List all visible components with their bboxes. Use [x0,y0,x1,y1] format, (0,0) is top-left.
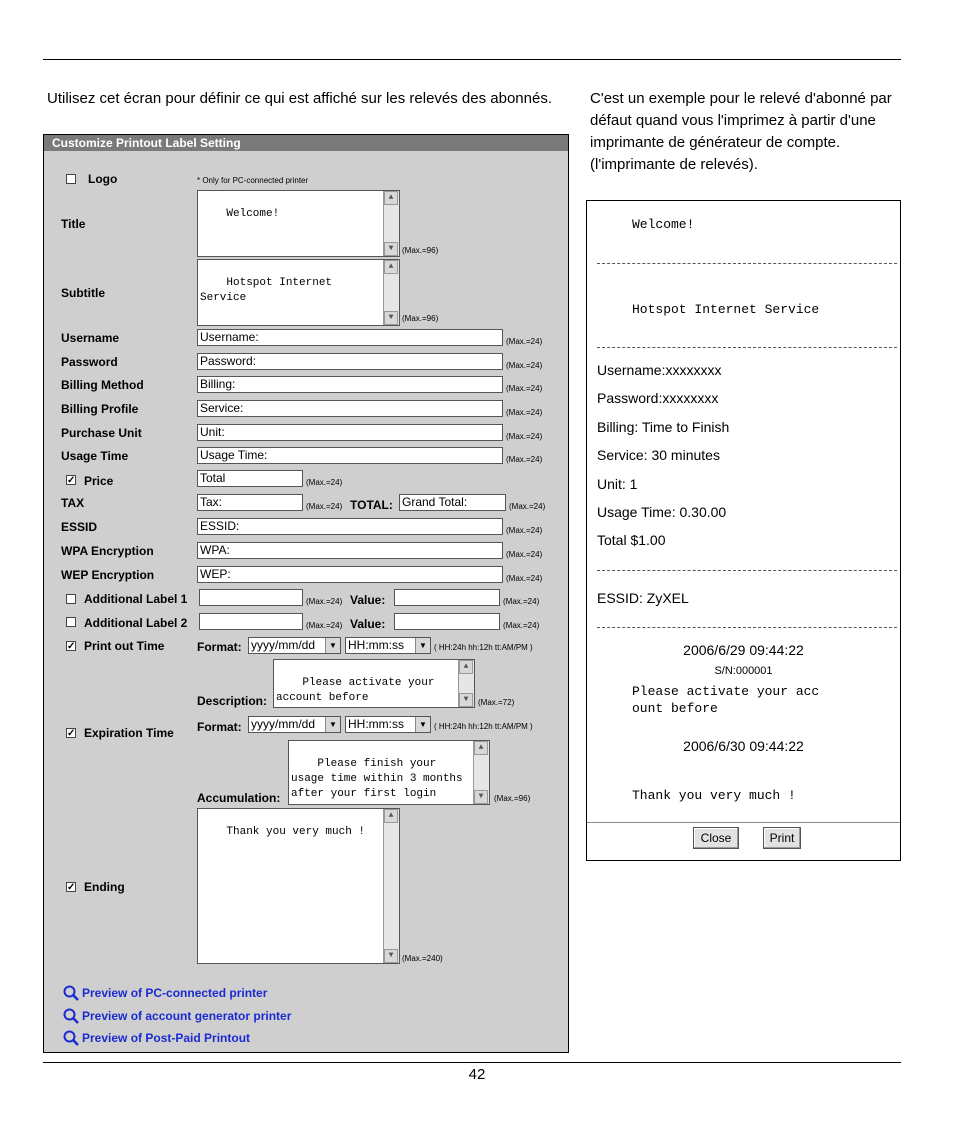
additional-value-1-label: Value: [350,593,386,607]
expiration-time-select[interactable] [345,716,431,733]
additional-value-2-input[interactable] [394,613,500,630]
usage-time-input[interactable]: Usage Time: [197,447,503,464]
print-button[interactable]: Print [763,827,801,849]
username-label: Username [61,331,120,345]
description-scrollbar[interactable] [458,660,474,707]
expiration-format-label: Format: [197,720,242,734]
description-value: Please activate your account before [276,677,442,704]
subtitle-label: Subtitle [61,286,105,300]
receipt-password: Password:xxxxxxxx [597,390,719,406]
password-max: (Max.=24) [506,361,543,370]
print-time-format-label: Format: [197,640,242,654]
page-number: 42 [468,1066,486,1083]
scroll-up-icon[interactable]: ▲ [384,260,398,274]
expiration-label: Expiration Time [84,726,174,740]
ending-label: Ending [84,880,125,894]
description-max: (Max.=72) [478,698,515,707]
print-time-time-value: HH:mm:ss [348,638,404,652]
receipt-print-time: 2006/6/29 09:44:22 [683,642,804,658]
scroll-up-icon[interactable]: ▲ [384,809,398,823]
usage-time-max: (Max.=24) [506,455,543,464]
print-time-date-value: yyyy/mm/dd [251,638,316,652]
preview-account-generator-link[interactable]: Preview of account generator printer [82,1009,292,1023]
receipt-activate-line-2: ount before [632,701,718,716]
billing-method-input[interactable]: Billing: [197,376,503,393]
print-time-format-note: ( HH:24h hh:12h tt:AM/PM ) [434,643,533,652]
title-label: Title [61,217,86,231]
billing-method-label: Billing Method [61,378,144,392]
scroll-down-icon[interactable]: ▼ [384,311,398,325]
receipt-button-bar-divider [587,822,900,823]
title-textarea[interactable] [197,190,400,257]
billing-profile-label: Billing Profile [61,402,139,416]
expiration-checkbox[interactable]: ✓ [67,728,76,739]
password-label: Password [61,355,118,369]
username-max: (Max.=24) [506,337,543,346]
chevron-down-icon[interactable]: ▼ [415,638,430,653]
logo-note: * Only for PC-connected printer [197,176,309,185]
purchase-unit-label: Purchase Unit [61,426,142,440]
print-time-date-select[interactable] [248,637,341,654]
purchase-unit-max: (Max.=24) [506,432,543,441]
usage-time-label: Usage Time [61,449,129,463]
title-max: (Max.=96) [402,246,439,255]
additional-value-2-max: (Max.=24) [503,621,540,630]
tax-input[interactable]: Tax: [197,494,303,511]
title-scrollbar[interactable] [383,191,399,256]
ending-scrollbar[interactable] [383,809,399,963]
additional-label-2-input[interactable] [199,613,303,630]
accumulation-textarea[interactable] [288,740,490,805]
subtitle-scrollbar[interactable] [383,260,399,325]
chevron-down-icon[interactable]: ▼ [415,717,430,732]
receipt-activate-line-1: Please activate your acc [632,684,820,699]
scroll-up-icon[interactable]: ▲ [474,741,488,755]
subtitle-textarea[interactable] [197,259,400,326]
scroll-up-icon[interactable]: ▲ [384,191,398,205]
ending-textarea[interactable] [197,808,400,964]
title-value: Welcome! [226,208,280,220]
expiration-format-note: ( HH:24h hh:12h tt:AM/PM ) [434,722,533,731]
print-time-label: Print out Time [84,639,165,653]
additional-label-1-label: Additional Label 1 [84,592,188,606]
additional-label-2-label: Additional Label 2 [84,616,188,630]
receipt-service: Service: 30 minutes [597,447,720,463]
receipt-divider [597,570,897,571]
intro-left: Utilisez cet écran pour définir ce qui est affiché sur les relevés des abonnés. [47,90,552,107]
billing-profile-max: (Max.=24) [506,408,543,417]
expiration-date-value: yyyy/mm/dd [251,717,316,731]
receipt-thanks: Thank you very much ! [632,788,796,803]
scroll-down-icon[interactable]: ▼ [474,790,488,804]
ending-value: Thank you very much ! [226,826,366,838]
accumulation-scrollbar[interactable] [473,741,489,804]
additional-label-1-max: (Max.=24) [306,597,343,606]
description-textarea[interactable] [273,659,475,708]
wep-max: (Max.=24) [506,574,543,583]
purchase-unit-input[interactable]: Unit: [197,424,503,441]
scroll-down-icon[interactable]: ▼ [384,242,398,256]
total-input[interactable]: Grand Total: [399,494,506,511]
logo-label: Logo [88,172,118,186]
total-max: (Max.=24) [509,502,546,511]
magnifier-icon[interactable] [63,1030,79,1046]
essid-label: ESSID [61,520,98,534]
receipt-preview [586,200,901,861]
scroll-down-icon[interactable]: ▼ [459,693,473,707]
expiration-date-select[interactable] [248,716,341,733]
receipt-divider [597,347,897,348]
additional-label-2-max: (Max.=24) [306,621,343,630]
accumulation-value: Please finish your usage time within 3 months after your first login [291,758,470,800]
magnifier-icon[interactable] [63,1008,79,1024]
price-label: Price [84,474,114,488]
accumulation-max: (Max.=96) [494,794,531,803]
intro-right: C'est un exemple pour le relevé d'abonné par défaut quand vous l'imprimez à partir d'une imprimante de générateur de compte. (l'imprimante de relevés). [590,90,892,173]
additional-value-1-max: (Max.=24) [503,597,540,606]
receipt-unit: Unit: 1 [597,476,638,492]
additional-value-2-label: Value: [350,617,386,631]
customize-printout-panel [43,134,569,1053]
close-button[interactable]: Close [693,827,739,849]
receipt-service-title: Hotspot Internet Service [632,302,820,317]
wpa-input[interactable]: WPA: [197,542,503,559]
password-input[interactable]: Password: [197,353,503,370]
top-rule [43,59,901,60]
description-label: Description: [197,694,268,708]
tax-label: TAX [61,496,85,510]
chevron-down-icon[interactable]: ▼ [325,717,340,732]
wep-input[interactable]: WEP: [197,566,503,583]
print-time-checkbox[interactable]: ✓ [67,641,76,652]
accumulation-label: Accumulation: [197,791,281,805]
additional-value-1-input[interactable] [394,589,500,606]
expiration-time-value: HH:mm:ss [348,717,404,731]
subtitle-value: Hotspot Internet Service [200,277,339,304]
essid-max: (Max.=24) [506,526,543,535]
wep-label: WEP Encryption [61,568,155,582]
receipt-divider [597,627,897,628]
receipt-welcome: Welcome! [632,217,695,232]
additional-label-1-input[interactable] [199,589,303,606]
billing-profile-input[interactable]: Service: [197,400,503,417]
subtitle-max: (Max.=96) [402,314,439,323]
price-max: (Max.=24) [306,478,343,487]
username-input[interactable]: Username: [197,329,503,346]
wpa-label: WPA Encryption [61,544,154,558]
receipt-billing: Billing: Time to Finish [597,419,730,435]
preview-post-paid-link[interactable]: Preview of Post-Paid Printout [82,1031,251,1045]
scroll-down-icon[interactable]: ▼ [384,949,398,963]
bottom-rule [43,1062,901,1063]
receipt-total: Total $1.00 [597,532,666,548]
chevron-down-icon[interactable]: ▼ [325,638,340,653]
receipt-essid: ESSID: ZyXEL [597,590,689,606]
receipt-expire-time: 2006/6/30 09:44:22 [683,738,804,754]
receipt-usage: Usage Time: 0.30.00 [597,504,727,520]
receipt-serial: S/N:000001 [714,665,773,677]
scroll-up-icon[interactable]: ▲ [459,660,473,674]
panel-title: Customize Printout Label Setting [44,135,568,151]
logo-checkbox[interactable] [66,174,76,184]
additional-label-1-checkbox[interactable] [66,594,76,604]
print-time-time-select[interactable] [345,637,431,654]
tax-max: (Max.=24) [306,502,343,511]
magnifier-icon[interactable] [63,985,79,1001]
ending-checkbox[interactable]: ✓ [67,882,76,893]
price-checkbox[interactable]: ✓ [67,475,76,486]
billing-method-max: (Max.=24) [506,384,543,393]
preview-pc-printer-link[interactable]: Preview of PC-connected printer [82,986,268,1000]
essid-input[interactable]: ESSID: [197,518,503,535]
price-input[interactable]: Total [197,470,303,487]
additional-label-2-checkbox[interactable] [66,617,76,627]
total-label: TOTAL: [350,498,393,512]
ending-max: (Max.=240) [402,954,443,963]
receipt-divider [597,263,897,264]
wpa-max: (Max.=24) [506,550,543,559]
receipt-username: Username:xxxxxxxx [597,362,722,378]
